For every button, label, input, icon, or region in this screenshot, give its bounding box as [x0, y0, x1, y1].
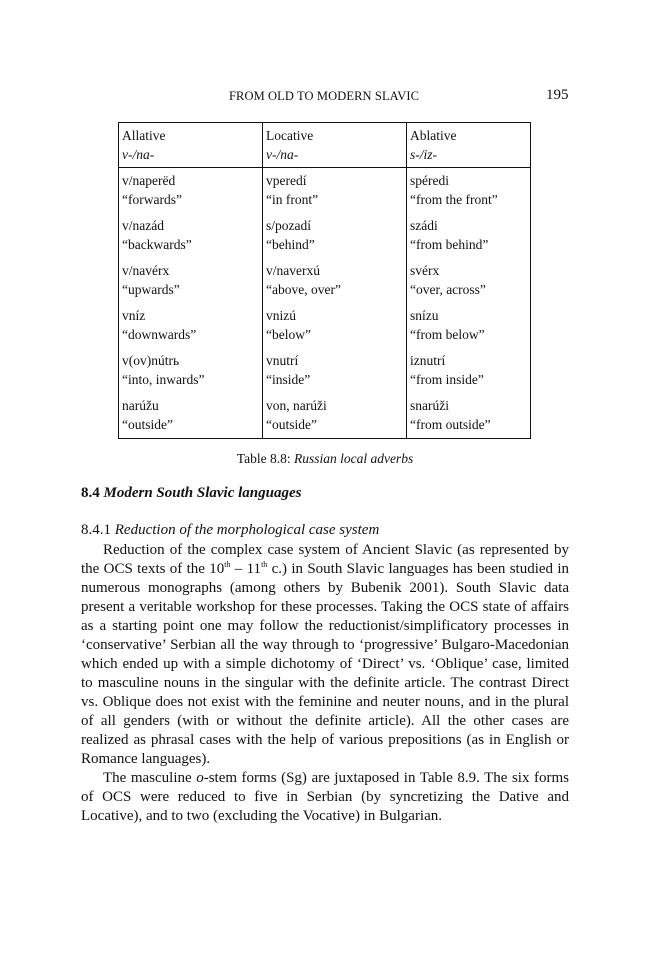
caption-title: Russian local adverbs: [293, 451, 414, 466]
table-row: [119, 392, 531, 439]
table-cell: [263, 168, 407, 213]
subsection-heading: [81, 522, 379, 539]
adverb-gloss: “over, across”: [410, 282, 486, 297]
table-row: [119, 212, 531, 257]
column-label: Ablative: [410, 128, 457, 143]
superscript: th: [224, 560, 231, 569]
adverb-gloss: “outside”: [266, 417, 317, 432]
adverb-word: szádi: [410, 218, 438, 233]
adverb-word: snízu: [410, 308, 439, 323]
paragraph-text: c.) in South Slavic languages has been studied in numerous monographs (among others by Bubenik 2001). South Slavic data present a veritable workshop for these processes. Taking the OCS state of affairs as a starting point one may follow the reductionist/simplificatory processes in ‘conservative’ Serbian all the way through to ‘progressive’ Bulgaro-Macedonian which ended up with a simple dichotomy of ‘Direct’ vs. ‘Oblique’ case, limited to masculine nouns in the singular with the definite article. The contrast Direct vs. Oblique does not exist with the feminine and neuter nouns, and in the plural of all genders (with or without the definite article). All the other cases are realized as phrasal cases with the help of various prepositions (as in English or Romance languages).: [81, 561, 570, 767]
table-cell: [119, 168, 263, 213]
adverb-gloss: “upwards”: [122, 282, 180, 297]
table-row: [119, 302, 531, 347]
table-cell: [119, 257, 263, 302]
paragraph-text: Reduction of the complex case system of Ancient Slavic (as represented by the OCS texts of the 10: [81, 542, 569, 577]
paragraph-text: The masculine: [103, 770, 197, 786]
adverb-word: vníz: [122, 308, 146, 323]
table-cell: [407, 257, 531, 302]
adverb-word: spéredi: [410, 173, 449, 188]
adverb-word: v/nazád: [122, 218, 164, 233]
adverb-word: vperedí: [266, 173, 307, 188]
adverb-word: snarúži: [410, 398, 449, 413]
table-cell: [263, 257, 407, 302]
adverb-gloss: “downwards”: [122, 327, 197, 342]
table-cell: [119, 347, 263, 392]
table-cell: [407, 212, 531, 257]
adverb-gloss: “from below”: [410, 327, 485, 342]
column-header-allative: [119, 123, 263, 168]
running-title: FROM OLD TO MODERN SLAVIC: [229, 89, 420, 103]
adverb-word: narúžu: [122, 398, 159, 413]
paragraph-text: -stem forms (Sg) are juxtaposed in Table 8.9. The six forms of OCS were reduced to five in Serbian (by syncretizing the Dative and Locative), and to two (excluding the Vocative) in Bulgarian.: [81, 770, 569, 824]
table-cell: [119, 392, 263, 439]
adverb-word: v(ov)nútrь: [122, 353, 180, 368]
table-cell: [263, 212, 407, 257]
adverb-word: v/naperёd: [122, 173, 176, 188]
table-cell: [407, 392, 531, 439]
adverb-gloss: “backwards”: [122, 237, 192, 252]
column-prefix: v-/na-: [266, 147, 299, 162]
table-cell: [263, 392, 407, 439]
adverb-gloss: “below”: [266, 327, 311, 342]
table-cell: [407, 302, 531, 347]
column-label: Locative: [266, 128, 314, 143]
adverb-gloss: “into, inwards”: [122, 372, 205, 387]
italic-term: o: [196, 770, 204, 786]
section-title: Modern South Slavic languages: [103, 485, 302, 501]
paragraph: [81, 541, 569, 769]
page-number: 195: [546, 87, 569, 103]
adverb-gloss: “from the front”: [410, 192, 498, 207]
table-cell: [119, 212, 263, 257]
adverb-gloss: “in front”: [266, 192, 319, 207]
table-row: [119, 347, 531, 392]
body-text: [81, 541, 569, 826]
table-cell: [119, 302, 263, 347]
adverb-word: von, narúži: [266, 398, 327, 413]
table-cell: [263, 347, 407, 392]
paragraph: [81, 769, 569, 826]
table-row: [119, 257, 531, 302]
adverb-word: v/navérx: [122, 263, 170, 278]
adverb-gloss: “outside”: [122, 417, 173, 432]
column-header-locative: [263, 123, 407, 168]
column-prefix: s-/iz-: [410, 147, 437, 162]
superscript: th: [261, 560, 268, 569]
adverb-word: vnutrí: [266, 353, 299, 368]
table-caption: [0, 451, 650, 467]
adverb-gloss: “behind”: [266, 237, 315, 252]
adverb-word: s/pozadí: [266, 218, 311, 233]
column-header-ablative: [407, 123, 531, 168]
subsection-number: 8.4.1: [81, 522, 111, 538]
adverb-gloss: “forwards”: [122, 192, 182, 207]
paragraph-text: – 11: [230, 561, 262, 577]
column-prefix: v-/na-: [122, 147, 155, 162]
adverb-word: iznutrí: [410, 353, 446, 368]
table-cell: [407, 168, 531, 213]
adverb-gloss: “above, over”: [266, 282, 341, 297]
caption-label: Table 8.8:: [236, 451, 291, 466]
section-number: 8.4: [81, 485, 100, 501]
table-cell: [407, 347, 531, 392]
adverb-gloss: “from behind”: [410, 237, 489, 252]
adverb-gloss: “from inside”: [410, 372, 484, 387]
running-header: [0, 89, 650, 105]
subsection-title: Reduction of the morphological case system: [114, 522, 380, 538]
adverb-word: svérx: [410, 263, 440, 278]
adverb-word: vnizú: [266, 308, 296, 323]
adverb-gloss: “inside”: [266, 372, 311, 387]
column-label: Allative: [122, 128, 166, 143]
table-row: [119, 168, 531, 213]
table-header-row: [119, 123, 531, 168]
table-cell: [263, 302, 407, 347]
adverb-gloss: “from outside”: [410, 417, 491, 432]
adverb-word: v/naverxú: [266, 263, 320, 278]
section-heading: [81, 485, 301, 502]
local-adverbs-table: [118, 122, 531, 439]
